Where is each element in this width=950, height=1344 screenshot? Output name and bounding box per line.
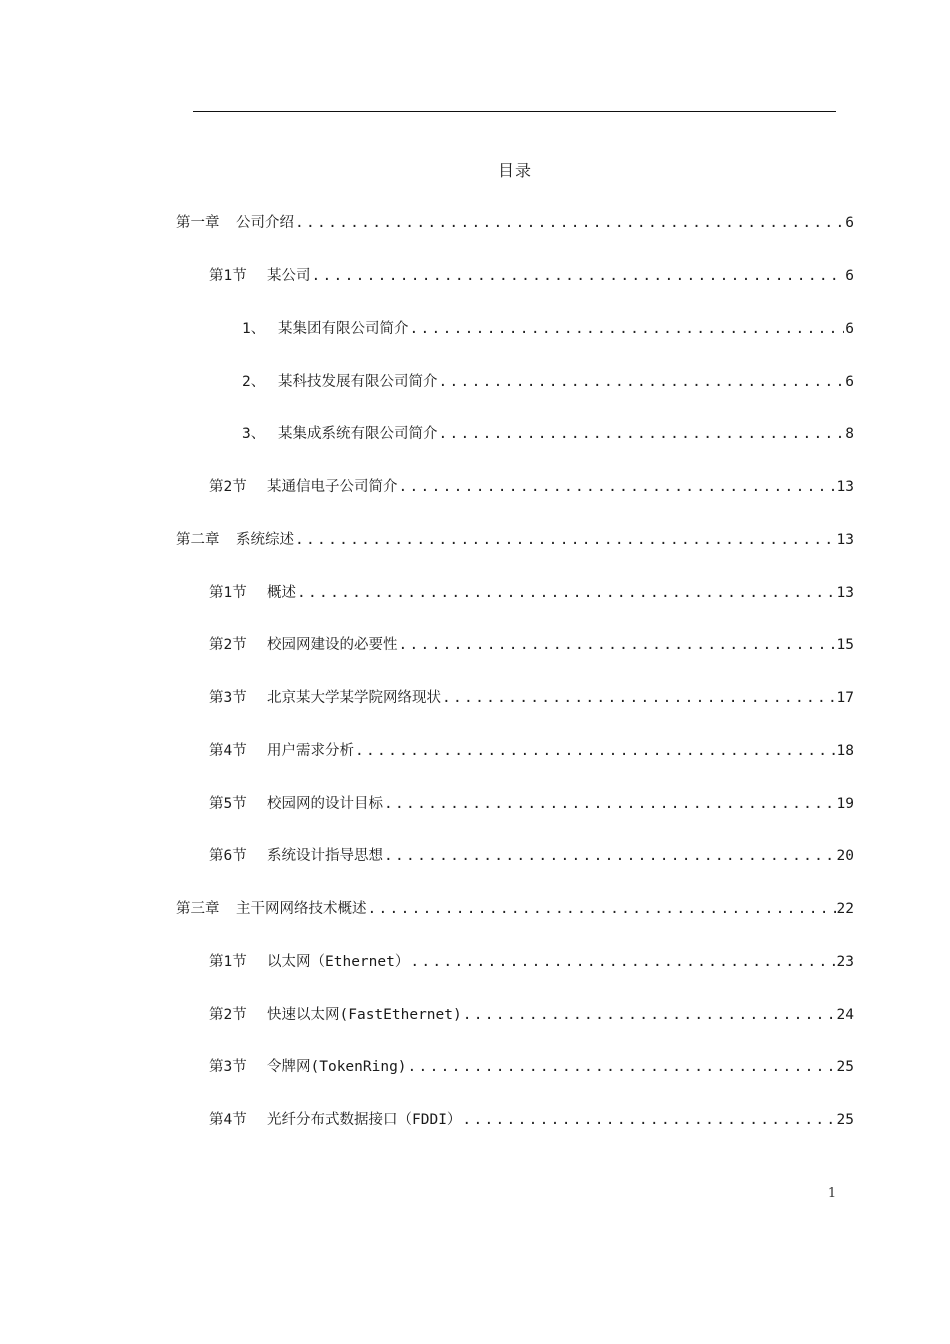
toc-entry-page: 19 — [836, 796, 854, 812]
toc-entry-label: 用户需求分析 — [267, 743, 354, 759]
toc-entry-number: 第1节 — [209, 954, 247, 970]
toc-entry-page: 6 — [845, 321, 854, 337]
toc-entry-label: 校园网的设计目标 — [267, 796, 383, 812]
toc-entry-section[interactable] — [209, 475, 854, 499]
dot-leader — [408, 1055, 836, 1079]
toc-entry-number: 第2节 — [209, 479, 247, 495]
toc-entry-subsection[interactable] — [242, 317, 854, 341]
toc-entry-number: 第3节 — [209, 690, 247, 706]
toc-entry-number: 第4节 — [209, 743, 247, 759]
toc-title: 目录 — [497, 161, 532, 180]
dot-leader — [410, 317, 845, 341]
toc-entry-page: 22 — [836, 901, 854, 917]
toc-entry-number: 第二章 — [176, 532, 220, 548]
toc-entry-label: 某科技发展有限公司简介 — [278, 374, 438, 390]
dot-leader — [442, 686, 836, 710]
toc-entry-page: 23 — [836, 954, 854, 970]
dot-leader — [295, 211, 844, 235]
toc-entry-number: 第4节 — [209, 1112, 247, 1128]
dot-leader — [399, 633, 836, 657]
dot-leader — [439, 370, 845, 394]
toc-entry-section[interactable] — [209, 264, 854, 288]
toc-entry-page: 20 — [836, 848, 854, 864]
page-number: 1 — [827, 1186, 837, 1201]
toc-entry-page: 8 — [845, 426, 854, 442]
toc-entry-label: 光纤分布式数据接口（FDDI） — [267, 1112, 462, 1128]
dot-leader — [463, 1003, 836, 1027]
dot-leader — [384, 844, 836, 868]
toc-entry-number: 2、 — [242, 374, 266, 390]
toc-entry-label: 某集成系统有限公司简介 — [278, 426, 438, 442]
toc-entry-subsection[interactable] — [242, 422, 854, 446]
dot-leader — [295, 528, 836, 552]
toc-entry-page: 17 — [836, 690, 854, 706]
toc-entry-page: 18 — [836, 743, 854, 759]
header-rule — [193, 111, 836, 112]
toc-entry-page: 6 — [845, 268, 854, 284]
dot-leader — [312, 264, 845, 288]
toc-entry-section[interactable] — [209, 686, 854, 710]
dot-leader — [410, 950, 835, 974]
toc-entry-page: 13 — [836, 585, 854, 601]
toc-entry-label: 北京某大学某学院网络现状 — [267, 690, 441, 706]
toc-entry-label: 某通信电子公司简介 — [267, 479, 398, 495]
toc-entry-label: 系统设计指导思想 — [267, 848, 383, 864]
toc-entry-number: 第1节 — [209, 585, 247, 601]
dot-leader — [297, 581, 836, 605]
toc-entry-page: 6 — [845, 374, 854, 390]
toc-entry-chapter-1[interactable] — [176, 211, 854, 235]
toc-entry-number: 第1节 — [209, 268, 247, 284]
toc-entry-number: 第6节 — [209, 848, 247, 864]
toc-entry-section[interactable] — [209, 1055, 854, 1079]
toc-entry-number: 1、 — [242, 321, 266, 337]
toc-entry-number: 3、 — [242, 426, 266, 442]
toc-entry-label: 公司介绍 — [236, 215, 294, 231]
toc-entry-label: 主干网网络技术概述 — [236, 901, 367, 917]
toc-entry-label: 概述 — [267, 585, 296, 601]
toc-entry-number: 第2节 — [209, 1007, 247, 1023]
toc-entry-section[interactable] — [209, 950, 854, 974]
toc-entry-page: 24 — [836, 1007, 854, 1023]
toc-entry-page: 25 — [836, 1112, 854, 1128]
toc-entry-chapter-3[interactable] — [176, 897, 854, 921]
toc-entry-number: 第一章 — [176, 215, 220, 231]
toc-entry-label: 令牌网(TokenRing) — [267, 1059, 407, 1075]
toc-entry-section[interactable] — [209, 844, 854, 868]
toc-entry-page: 13 — [836, 532, 854, 548]
toc-entry-section[interactable] — [209, 739, 854, 763]
toc-entry-page: 25 — [836, 1059, 854, 1075]
toc-entry-page: 13 — [836, 479, 854, 495]
toc-entry-number: 第5节 — [209, 796, 247, 812]
toc-entry-label: 某公司 — [267, 268, 311, 284]
dot-leader — [368, 897, 836, 921]
toc-entry-section[interactable] — [209, 1003, 854, 1027]
toc-entry-page: 6 — [845, 215, 854, 231]
toc-entry-label: 某集团有限公司简介 — [278, 321, 409, 337]
toc-entry-label: 系统综述 — [236, 532, 294, 548]
dot-leader — [399, 475, 836, 499]
toc-entry-page: 15 — [836, 637, 854, 653]
toc-entry-number: 第2节 — [209, 637, 247, 653]
dot-leader — [355, 739, 836, 763]
toc-entry-subsection[interactable] — [242, 370, 854, 394]
dot-leader — [462, 1108, 835, 1132]
toc-entry-label: 校园网建设的必要性 — [267, 637, 398, 653]
toc-entry-label: 快速以太网(FastEthernet) — [267, 1007, 462, 1023]
toc-entry-chapter-2[interactable] — [176, 528, 854, 552]
toc-entry-number: 第3节 — [209, 1059, 247, 1075]
toc-entry-number: 第三章 — [176, 901, 220, 917]
toc-entry-section[interactable] — [209, 792, 854, 816]
toc-entry-label: 以太网（Ethernet） — [267, 954, 410, 970]
dot-leader — [384, 792, 836, 816]
toc-entry-section[interactable] — [209, 633, 854, 657]
toc-entry-section[interactable] — [209, 1108, 854, 1132]
dot-leader — [439, 422, 845, 446]
toc-entry-section[interactable] — [209, 581, 854, 605]
